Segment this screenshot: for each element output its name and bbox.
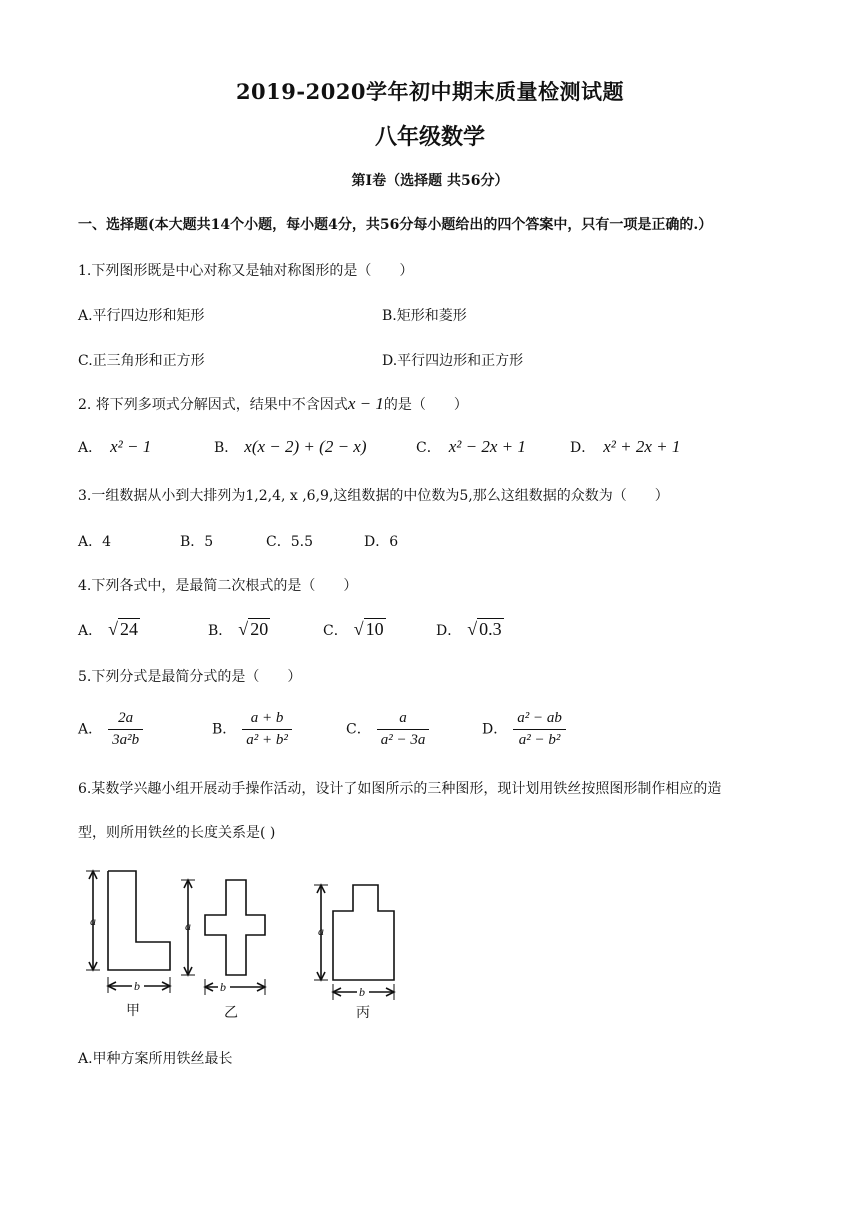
dim-a-label: a <box>185 919 191 933</box>
q3-option-a: A．4 <box>78 534 112 550</box>
q5-option-a: A． $\frac{2a}{\text{3a²b}}$ <box>78 710 143 749</box>
figure-yi <box>181 880 265 1021</box>
fraction: $\frac{a + b}{\text{a² + b²}}$ <box>242 710 292 749</box>
q4-option-b: B． √ 20 <box>208 619 269 639</box>
q1-option-d: D.平行四边形和正方形 <box>382 353 524 369</box>
q2-option-c: C． x² − 2x + 1 <box>416 437 526 456</box>
sqrt-symbol: √ 24 <box>108 619 139 639</box>
cross-shape-outline <box>205 880 265 975</box>
q2-stem-post: 的是（ ） <box>383 397 468 413</box>
q5-option-c: C． $\frac{a}{\text{a² − 3a}}$ <box>346 710 429 749</box>
q2-option-d: D． x² + 2x + 1 <box>570 437 681 456</box>
q2-option-b: B． x(x − 2) + (2 − x) <box>214 437 367 456</box>
q4-option-a: A． √ 24 <box>78 619 139 639</box>
dim-b-label: b <box>359 985 365 999</box>
q4-option-c: C． √ 10 <box>323 619 384 639</box>
exam-title: 2019-2020学年初中期末质量检测试题 <box>235 79 625 104</box>
section-heading: 第Ⅰ卷（选择题 共56分） <box>351 173 509 189</box>
q4-option-d: D． √ 0.3 <box>436 619 502 639</box>
q5-option-d: D． $\frac{\text{a² − ab}}{\text{a² − b²}}$ <box>482 710 566 749</box>
wire-shapes-figure <box>78 855 408 1025</box>
q2-c-expr: x² − 2x + 1 <box>448 437 526 456</box>
sqrt-symbol: √ 0.3 <box>467 619 502 639</box>
q1-option-c: C.正三角形和正方形 <box>78 353 205 369</box>
q5-stem: 5.下列分式是最简分式的是（ ） <box>78 669 302 685</box>
q3-option-c: C．5.5 <box>266 534 313 550</box>
figure-label-yi: 乙 <box>224 1005 238 1021</box>
fraction: $\frac{\text{a² − ab}}{\text{a² − b²}}$ <box>513 710 566 749</box>
q2-option-a: A． x² − 1 <box>78 437 152 456</box>
q4-stem: 4.下列各式中，是最简二次根式的是（ ） <box>78 578 358 594</box>
q2-a-expr: x² − 1 <box>110 437 152 456</box>
figure-label-jia: 甲 <box>126 1003 140 1019</box>
fraction: $\frac{a}{\text{a² − 3a}}$ <box>377 710 430 749</box>
dim-a-label: a <box>318 924 324 938</box>
figure-jia <box>86 871 170 1019</box>
q3-option-d: D．6 <box>364 534 399 550</box>
exam-subtitle: 八年级数学 <box>374 124 485 150</box>
q2-stem <box>78 394 468 414</box>
q6-stem-line2: 型，则所用铁丝的长度关系是( ) <box>78 825 276 841</box>
q2-stem-pre: 2. 将下列多项式分解因式，结果中不含因式 <box>78 397 348 413</box>
q2-stem-expr: x − 1 <box>347 394 384 413</box>
sqrt-symbol: √ 20 <box>238 619 269 639</box>
sqrt-symbol: √ 10 <box>353 619 384 639</box>
l-shape-outline <box>108 871 170 970</box>
instructions: 一、选择题(本大题共14个小题，每小题4分，共56分每小题给出的四个答案中，只有一项是正确的.） <box>78 217 713 233</box>
dim-a-label: a <box>90 914 96 928</box>
q1-option-a: A.平行四边形和矩形 <box>78 308 205 324</box>
q2-d-expr: x² + 2x + 1 <box>603 437 681 456</box>
q5-option-b: B． $\frac{a + b}{\text{a² + b²}}$ <box>212 710 292 749</box>
dim-b-label: b <box>134 979 140 993</box>
dim-b-label: b <box>220 980 226 994</box>
house-shape-outline <box>333 885 394 980</box>
q3-stem: 3.一组数据从小到大排列为1,2,4, x ,6,9,这组数据的中位数为5,那么这组数据的众数为（ ） <box>78 488 669 504</box>
q1-option-b: B.矩形和菱形 <box>382 308 467 324</box>
figure-label-bing: 丙 <box>356 1005 370 1021</box>
q6-stem-line1: 6.某数学兴趣小组开展动手操作活动，设计了如图所示的三种图形，现计划用铁丝按照图形制作相应的造 <box>78 781 722 797</box>
q2-b-expr: x(x − 2) + (2 − x) <box>244 437 367 456</box>
q1-stem: 1.下列图形既是中心对称又是轴对称图形的是（ ） <box>78 263 414 279</box>
q3-option-b: B．5 <box>180 534 214 550</box>
figure-bing <box>314 885 394 1021</box>
fraction: $\frac{2a}{\text{3a²b}}$ <box>108 710 143 749</box>
q6-option-a: A.甲种方案所用铁丝最长 <box>78 1051 233 1067</box>
